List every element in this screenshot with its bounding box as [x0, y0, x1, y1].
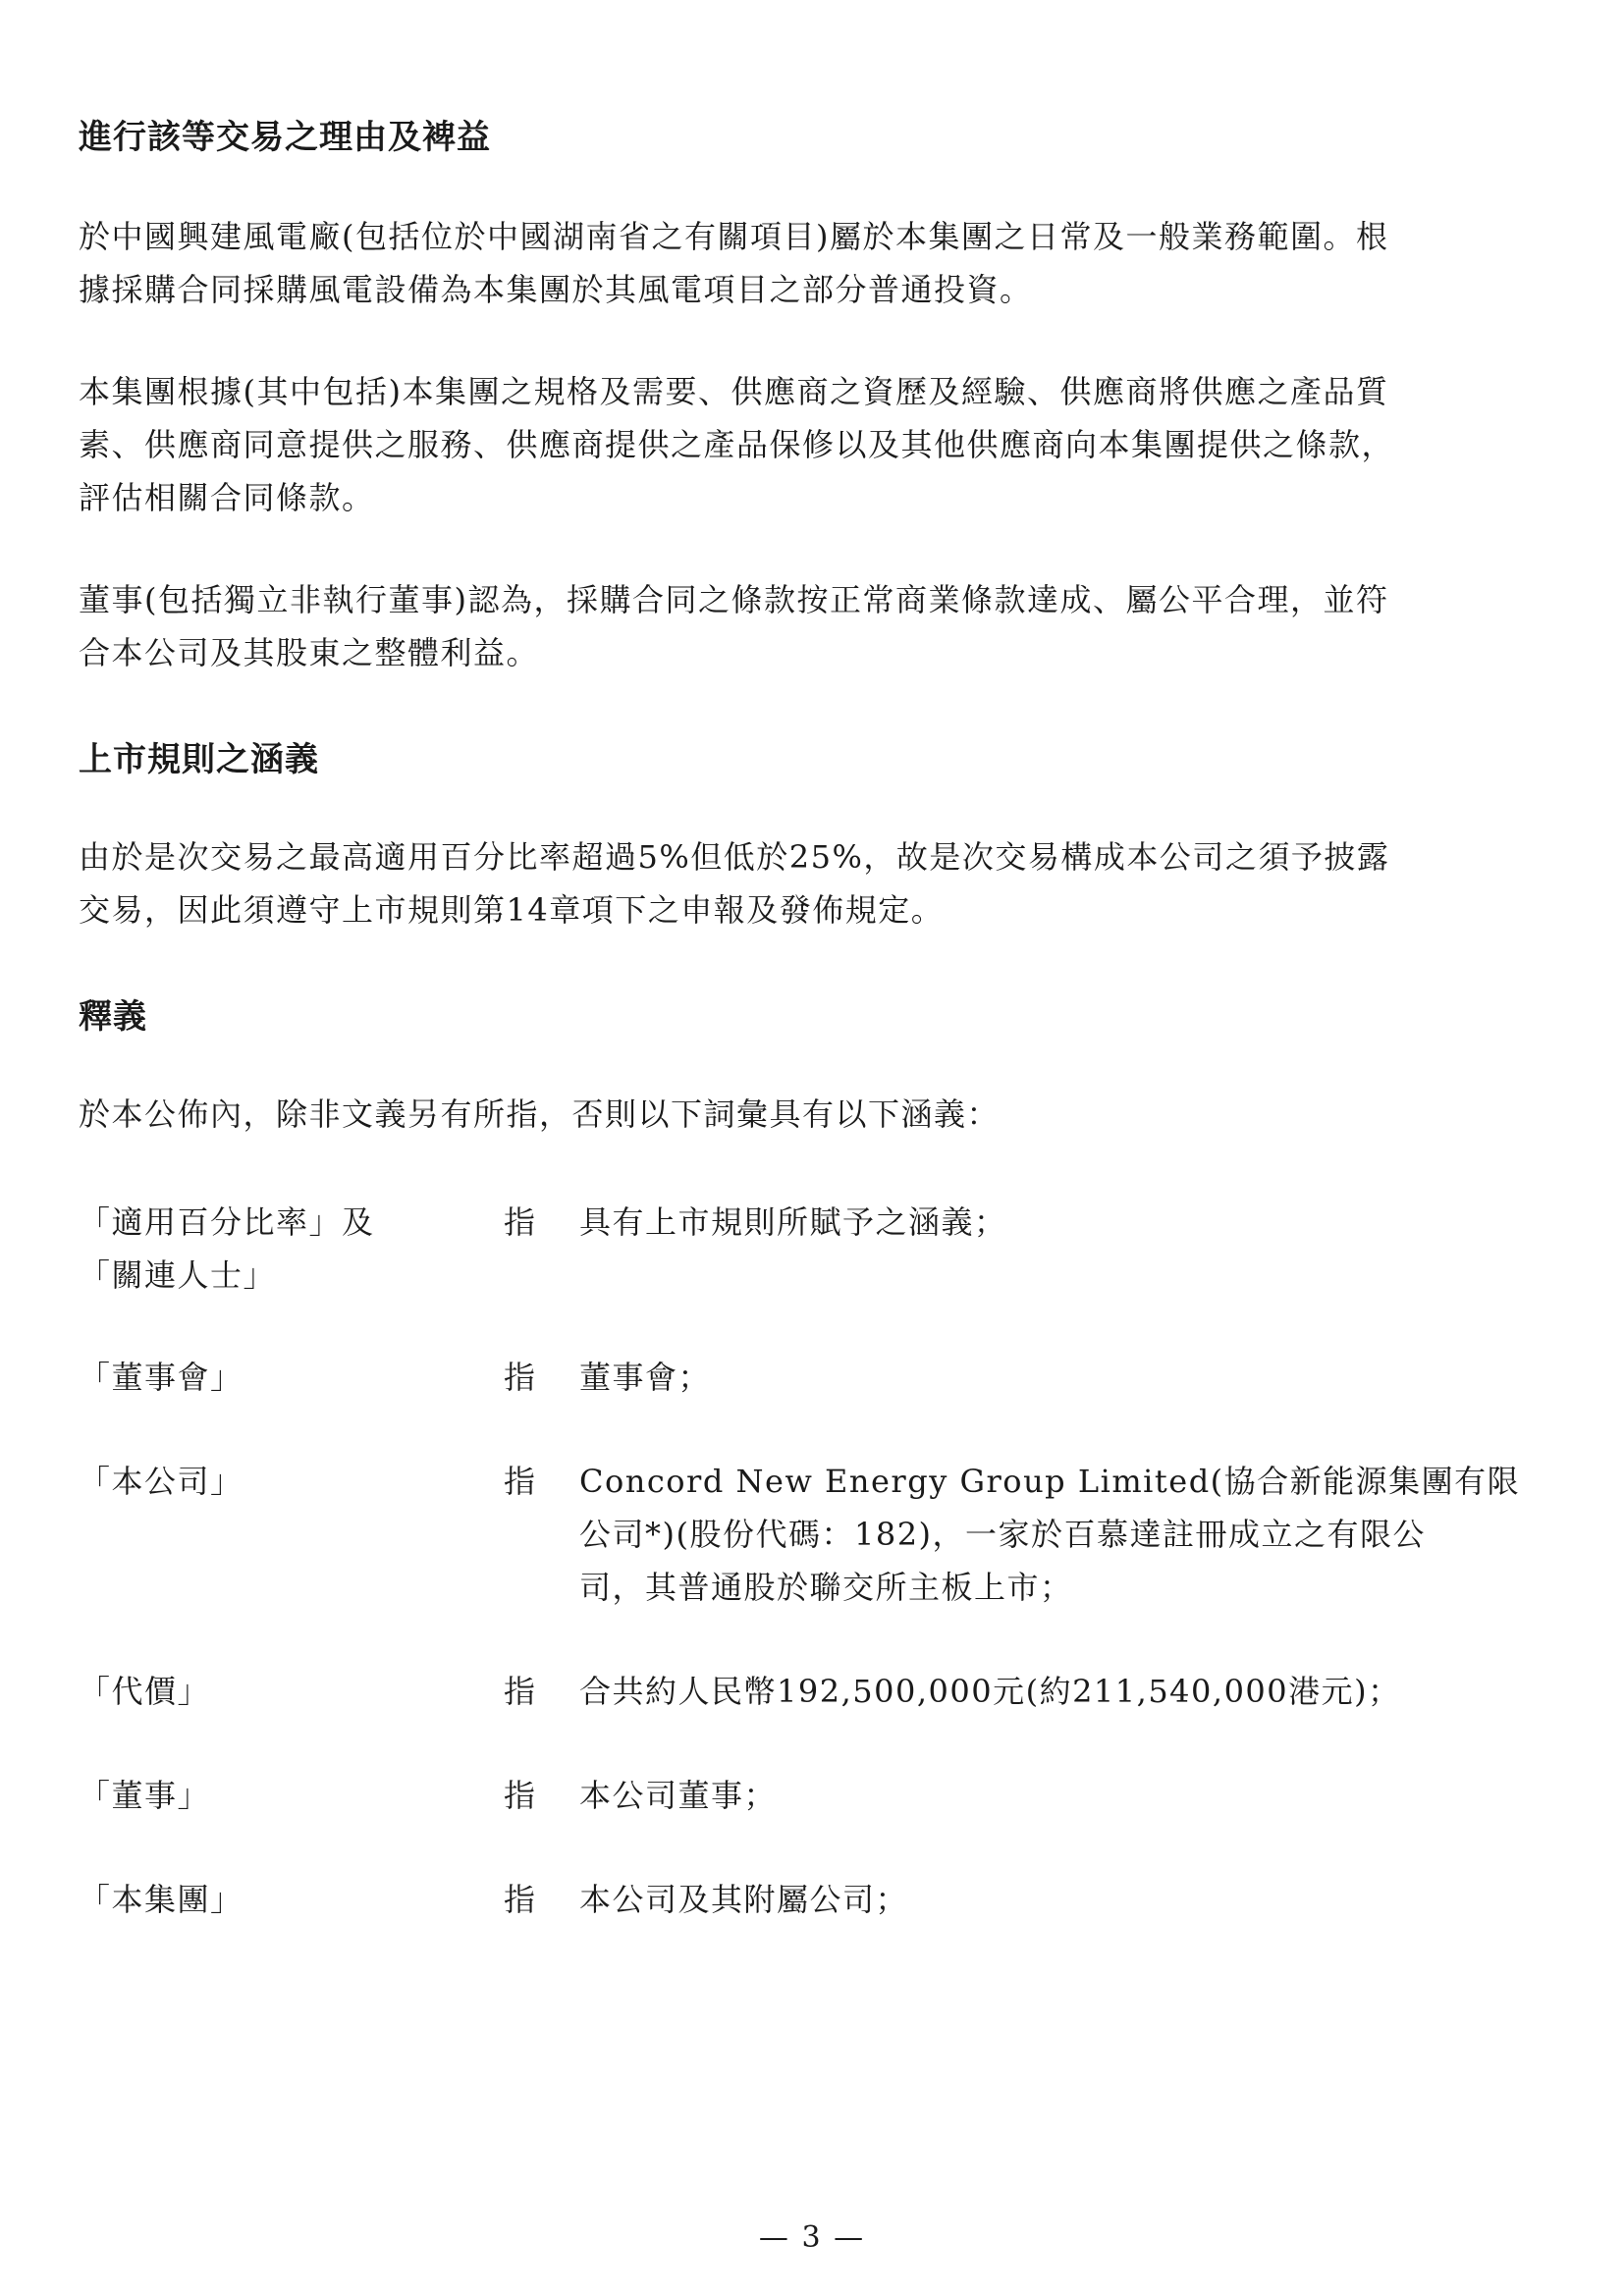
page-number: — 3 — [758, 2220, 866, 2255]
definition-text: 合共約人民幣192,500,000元(約211,540,000港元)； [579, 1673, 1401, 1710]
text-line: 交易，因此須遵守上市規則第14章項下之申報及發佈規定。 [79, 891, 945, 929]
definition-term: 「本公司」 [79, 1463, 244, 1500]
definition-text: 本公司董事； [579, 1777, 778, 1814]
text-line: 於本公佈內，除非文義另有所指，否則以下詞彙具有以下涵義： [79, 1095, 1001, 1133]
text-line: 據採購合同採購風電設備為本集團於其風電項目之部分普通投資。 [79, 271, 1033, 308]
definition-row [79, 1455, 1551, 1614]
definition-term: 「董事」 [79, 1777, 211, 1814]
definition-row [79, 1873, 1551, 1926]
text-line: 評估相關合同條款。 [79, 479, 375, 516]
means-label: 指 [504, 1777, 537, 1814]
text-line: 董事(包括獨立非執行董事)認為，採購合同之條款按正常商業條款達成、屬公平合理，並符 [79, 581, 1389, 618]
text-line: 本集團根據(其中包括)本集團之規格及需要、供應商之資歷及經驗、供應商將供應之產品質 [79, 373, 1389, 410]
means-label: 指 [504, 1673, 537, 1710]
definition-text: 具有上市規則所賦予之涵義； [579, 1203, 1007, 1241]
text-line: 合本公司及其股東之整體利益。 [79, 634, 540, 671]
definition-text: 本公司及其附屬公司； [579, 1881, 909, 1918]
text-line: 素、供應商同意提供之服務、供應商提供之產品保修以及其他供應商向本集團提供之條款， [79, 426, 1395, 463]
definition-row [79, 1196, 1551, 1302]
listing-rules-paragraph [79, 830, 1551, 936]
definition-text: 董事會； [579, 1359, 712, 1396]
definition-term: 「本集團」 [79, 1881, 244, 1918]
means-label: 指 [504, 1203, 537, 1241]
definition-row [79, 1769, 1551, 1822]
reasons-paragraph-1 [79, 210, 1551, 316]
section-heading-definitions: 釋義 [79, 997, 147, 1037]
reasons-paragraph-2 [79, 365, 1551, 524]
section-heading-reasons: 進行該等交易之理由及裨益 [79, 118, 491, 157]
definitions-intro [79, 1088, 1551, 1141]
definition-row [79, 1665, 1551, 1718]
means-label: 指 [504, 1359, 537, 1396]
definition-term: 「董事會」 [79, 1359, 244, 1396]
means-label: 指 [504, 1463, 537, 1500]
section-heading-listing-rules: 上市規則之涵義 [79, 740, 319, 779]
means-label: 指 [504, 1881, 537, 1918]
text-line: 於中國興建風電廠(包括位於中國湖南省之有關項目)屬於本集團之日常及一般業務範圍。根 [79, 218, 1389, 255]
definition-term: 「適用百分比率」及 「關連人士」 [79, 1203, 375, 1294]
reasons-paragraph-3 [79, 573, 1551, 679]
definition-term: 「代價」 [79, 1673, 211, 1710]
definition-row [79, 1351, 1551, 1404]
definition-text: Concord New Energy Group Limited(協合新能源集團有限 公司*)(股份代碼：182)，一家於百慕達註冊成立之有限公 司，其普通股於聯交所主板上市； [579, 1463, 1521, 1606]
text-line: 由於是次交易之最高適用百分比率超過5%但低於25%，故是次交易構成本公司之須予披露 [79, 838, 1390, 876]
